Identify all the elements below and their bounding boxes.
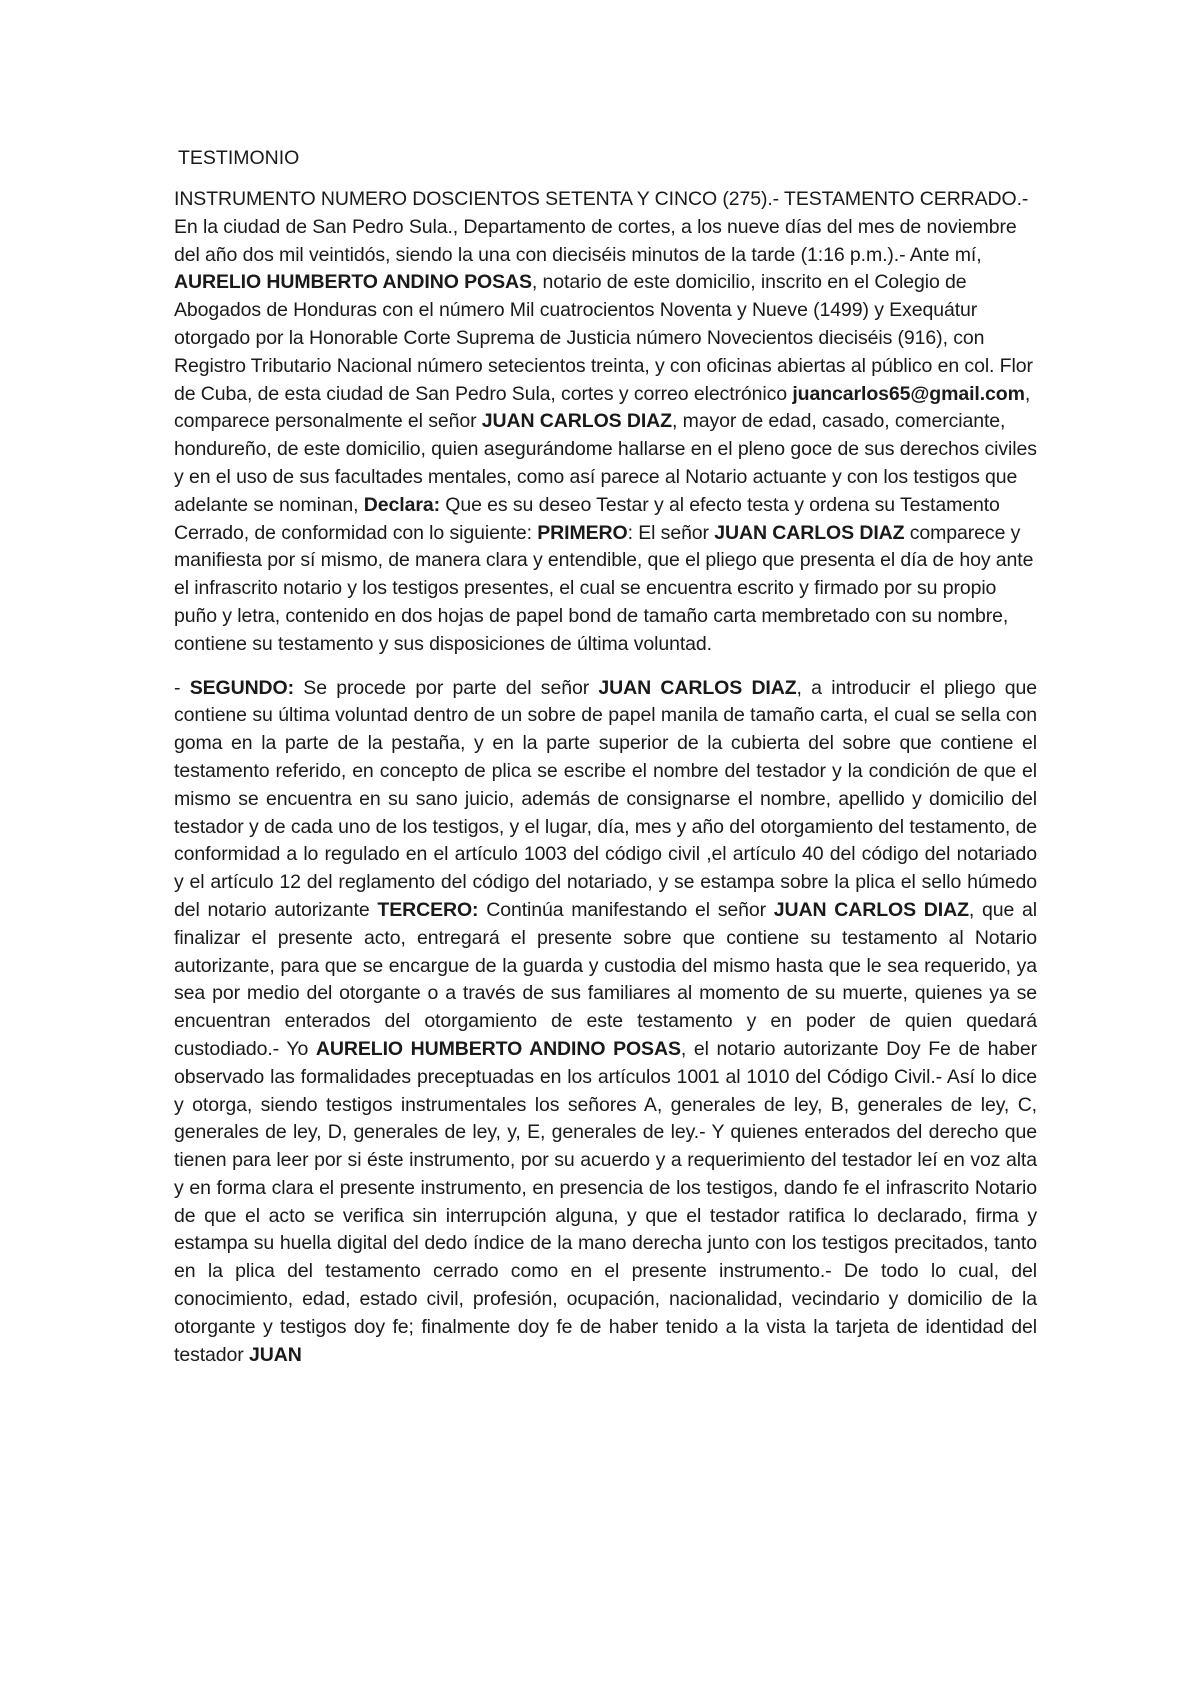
primero-label: PRIMERO bbox=[537, 521, 628, 544]
testator-name: JUAN CARLOS DIAZ bbox=[714, 521, 905, 544]
paragraph-intro bbox=[174, 186, 1037, 659]
notary-name: AURELIO HUMBERTO ANDINO POSAS bbox=[174, 271, 532, 294]
paragraph-text: , mayor de edad, casado, comerciante, hondureño, de este domicilio, quien asegurándome hallarse en el pleno goce de sus derechos civiles y en el uso de sus facultades mentales, como así parece al Notario actuante y con los testigos que adelante se nominan, bbox=[174, 410, 1037, 516]
testator-name: JUAN CARLOS DIAZ bbox=[481, 410, 672, 433]
paragraph-text: , a introducir el pliego que contiene su última voluntad dentro de un sobre de papel manila de tamaño carta, el cual se sella con goma en la parte de la pestaña, y en la parte superior de la cubierta del sobre que contiene el testamento referido, en concepto de plica se escribe el nombre del testador y la condición de que el mismo se encuentra en su sano juicio, además de consignarse el nombre, apellido y domicilio del testador y de cada uno de los testigos, y el lugar, día, mes y año del otorgamiento del testamento, de conformidad a lo regulado en el artículo 1003 del código civil ,el artículo 40 del código del notariado y el artículo 12 del reglamento del código del notariado, y se estampa sobre la plica el sello húmedo del notario autorizante bbox=[174, 676, 1037, 921]
declara-label: Declara: bbox=[363, 493, 440, 516]
paragraph-text: - bbox=[174, 676, 190, 699]
paragraph-text: , el notario autorizante Doy Fe de haber observado las formalidades preceptuadas en los artículos 1001 al 1010 del Código Civil.- Así lo dice y otorga, siendo testigos instrumentales los señores A, generales de ley, B, generales de ley, C, generales de ley, D, generales de ley, y, E, generales de ley.- Y quienes enterados del derecho que tienen para leer por si éste instrumento, por su acuerdo y a requerimiento del testador leí en voz alta y en forma clara el presente instrumento, en presencia de los testigos, dando fe el infrascrito Notario de que el acto se verifica sin interrupción alguna, y que el testador ratifica lo declarado, firma y estampa su huella digital del dedo índice de la mano derecha junto con los testigos precitados, tanto en la plica del testamento cerrado como en el presente instrumento.- De todo lo cual, del conocimiento, edad, estado civil, profesión, ocupación, nacionalidad, vecindario y domicilio de la otorgante y testigos doy fe; finalmente doy fe de haber tenido a la vista la tarjeta de identidad del testador bbox=[174, 1037, 1037, 1366]
paragraph-text: , notario de este domicilio, inscrito en el Colegio de Abogados de Honduras con el número Mil cuatrocientos Noventa y Nueve (1499) y Exequátur otorgado por la Honorable Corte Suprema de Justicia número Novecientos dieciséis (916), con Registro Tributario Nacional número setecientos treinta, y con oficinas abiertas al público en col. Flor de Cuba, de esta ciudad de San Pedro Sula, cortes y correo electrónico bbox=[174, 271, 1033, 405]
paragraph-text: Continúa manifestando el señor bbox=[478, 898, 774, 921]
paragraph-text: : El señor bbox=[627, 521, 715, 544]
notary-name: AURELIO HUMBERTO ANDINO POSAS bbox=[315, 1037, 681, 1060]
tercero-label: TERCERO: bbox=[377, 898, 479, 921]
paragraph-clauses bbox=[174, 675, 1037, 1370]
paragraph-text: Que es su deseo Testar y al efecto testa y ordena su Testamento Cerrado, de conformidad con lo siguiente: bbox=[174, 493, 1000, 544]
paragraph-text: INSTRUMENTO NUMERO DOSCIENTOS SETENTA Y CINCO (275).- TESTAMENTO CERRADO.- En la ciudad de San Pedro Sula., Departamento de cortes, a los nueve días del mes de noviembre del año dos mil veintidós, siendo la una con dieciséis minutos de la tarde (1:16 p.m.).- Ante mí, bbox=[174, 188, 1029, 266]
segundo-label: SEGUNDO: bbox=[189, 676, 294, 699]
paragraph-text: , comparece personalmente el señor bbox=[174, 382, 1031, 433]
testator-name: JUAN bbox=[248, 1343, 302, 1366]
paragraph-text: comparece y manifiesta por sí mismo, de manera clara y entendible, que el pliego que presenta el día de hoy ante el infrascrito notario y los testigos presentes, el cual se encuentra escrito y firmado por su propio puño y letra, contenido en dos hojas de papel bond de tamaño carta membretado con su nombre, contiene su testamento y sus disposiciones de última voluntad. bbox=[174, 521, 1034, 655]
document-body bbox=[174, 186, 1037, 1369]
document-heading: TESTIMONIO bbox=[178, 147, 300, 169]
testator-name: JUAN CARLOS DIAZ bbox=[598, 676, 797, 699]
paragraph-text: , que al finalizar el presente acto, entregará el presente sobre que contiene su testamento al Notario autorizante, para que se encargue de la guarda y custodia del mismo hasta que le sea requerido, ya sea por medio del otorgante o a través de sus familiares al momento de su muerte, quienes ya se encuentran enterados del otorgamiento de este testamento y en poder de quien quedará custodiado.- Yo bbox=[174, 898, 1038, 1060]
paragraph-text: Se procede por parte del señor bbox=[294, 676, 599, 699]
testator-name: JUAN CARLOS DIAZ bbox=[773, 898, 969, 921]
email-address: juancarlos65@gmail.com bbox=[792, 382, 1025, 405]
